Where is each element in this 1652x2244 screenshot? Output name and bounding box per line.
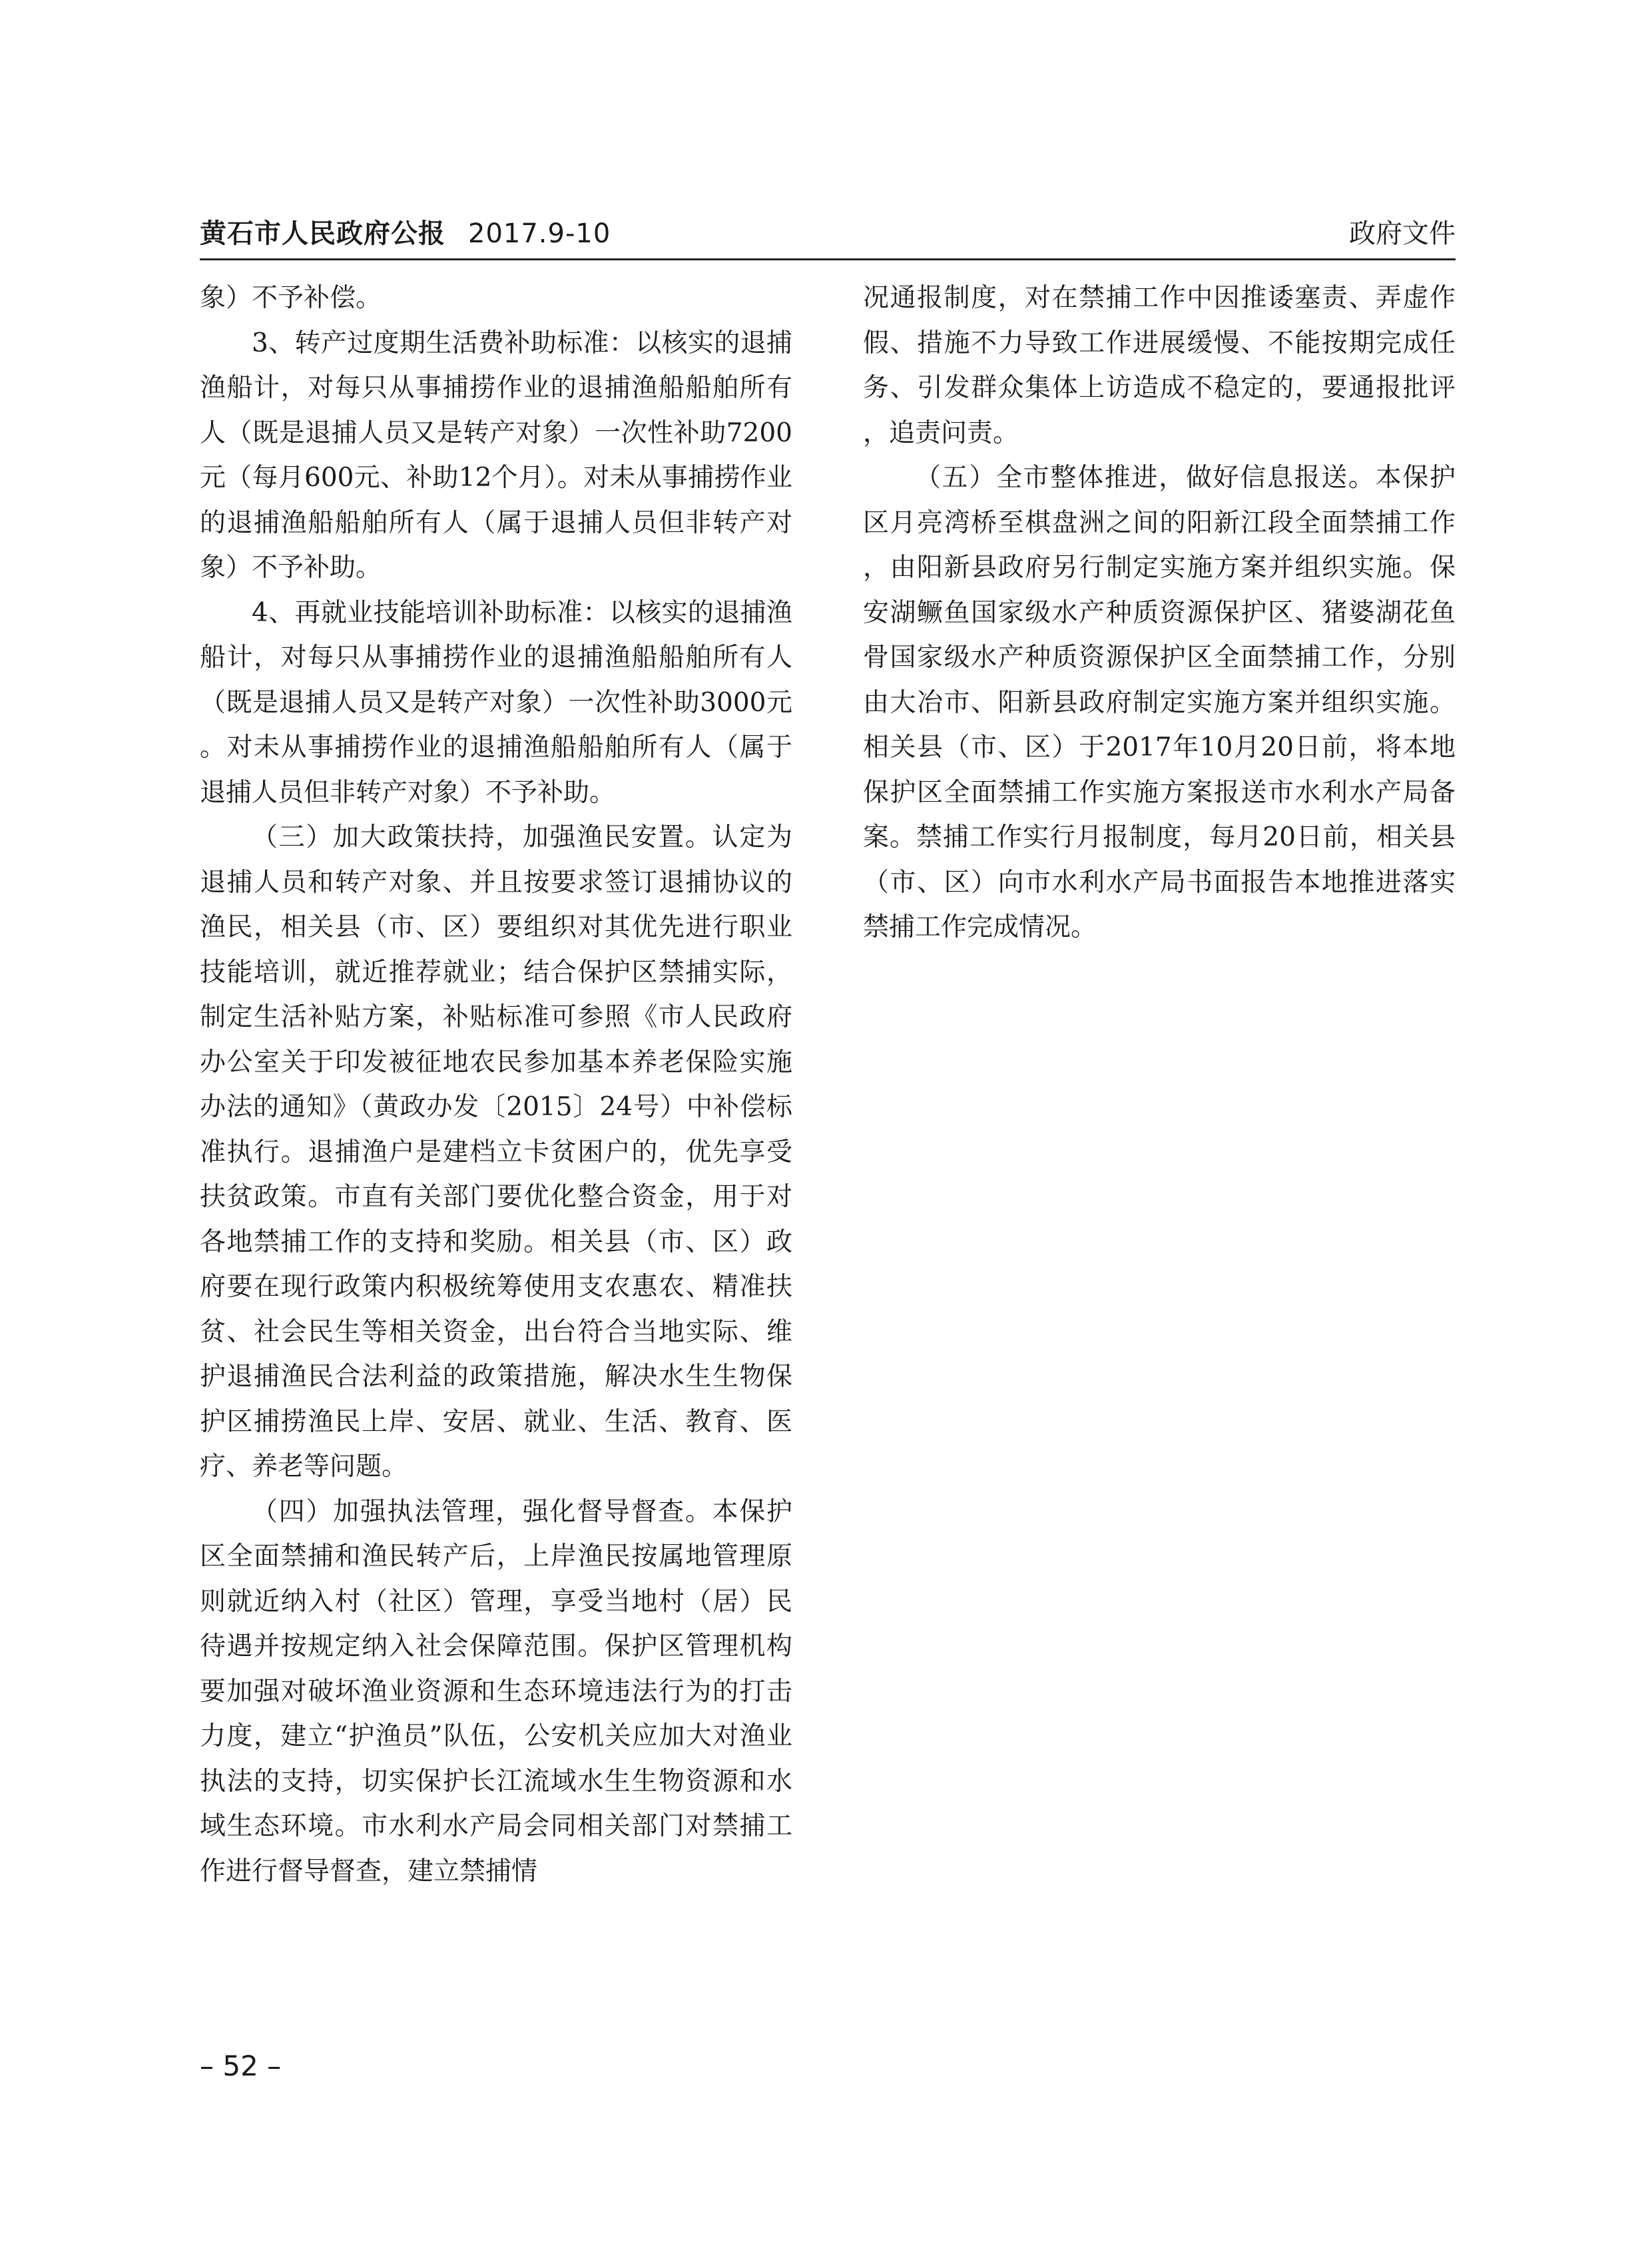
left-column bbox=[200, 276, 792, 1894]
paragraph-continuation-right: 况通报制度，对在禁捕工作中因推诿塞责、弄虚作假、措施不力导致工作进展缓慢、不能按期完成任务、引发群众集体上访造成不稳定的，要通报批评，追责问责。 bbox=[863, 283, 1456, 448]
paragraph-training-subsidy: 4、再就业技能培训补助标准：以核实的退捕渔船计，对每只从事捕捞作业的退捕渔船船舶所有人（既是退捕人员又是转产对象）一次性补助3000元。对未从事捕捞作业的退捕渔船船舶所有人（属于退捕人员但非转产对象）不予补助。 bbox=[200, 597, 792, 808]
right-column bbox=[863, 276, 1456, 950]
paragraph-policy-support: （三）加大政策扶持，加强渔民安置。认定为退捕人员和转产对象、并且按要求签订退捕协议的渔民，相关县（市、区）要组织对其优先进行职业技能培训，就近推荐就业；结合保护区禁捕实际，制定生活补贴方案，补贴标准可参照《市人民政府办公室关于印发被征地农民参加基本养老保险实施办法的通知》（黄政办发〔2015〕24号）中补偿标准执行。退捕渔户是建档立卡贫困户的，优先享受扶贫政策。市直有关部门要优化整合资金，用于对各地禁捕工作的支持和奖励。相关县（市、区）政府要在现行政策内积极统筹使用支农惠农、精准扶贫、社会民生等相关资金，出台符合当地实际、维护退捕渔民合法利益的政策措施，解决水生生物保护区捕捞渔民上岸、安居、就业、生活、教育、医疗、养老等问题。 bbox=[200, 822, 792, 1482]
paragraph-information-reporting: （五）全市整体推进，做好信息报送。本保护区月亮湾桥至棋盘洲之间的阳新江段全面禁捕工作，由阳新县政府另行制定实施方案并组织实施。保安湖鳜鱼国家级水产种质资源保护区、猪婆湖花鱼骨国家级水产种质资源保护区全面禁捕工作，分别由大冶市、阳新县政府制定实施方案并组织实施。相关县（市、区）于2017年10月20日前，将本地保护区全面禁捕工作实施方案报送市水利水产局备案。禁捕工作实行月报制度，每月20日前，相关县（市、区）向市水利水产局书面报告本地推进落实禁捕工作完成情况。 bbox=[863, 463, 1456, 942]
page-header bbox=[200, 214, 1456, 260]
paragraph-transition-subsidy: 3、转产过度期生活费补助标准：以核实的退捕渔船计，对每只从事捕捞作业的退捕渔船船舶所有人（既是退捕人员又是转产对象）一次性补助7200元（每月600元、补助12个月）。对未从事捕捞作业的退捕渔船船舶所有人（属于退捕人员但非转产对象）不予补助。 bbox=[200, 328, 792, 583]
publication-title: 黄石市人民政府公报 bbox=[200, 218, 445, 249]
paragraph-continuation: 象）不予补偿。 bbox=[200, 283, 382, 313]
section-label: 政府文件 bbox=[1349, 218, 1456, 249]
header-publication-block bbox=[200, 212, 611, 250]
paragraph-enforcement: （四）加强执法管理，强化督导督查。本保护区全面禁捕和渔民转产后，上岸渔民按属地管理原则就近纳入村（社区）管理，享受当地村（居）民待遇并按规定纳入社会保障范围。保护区管理机构要加强对破坏渔业资源和生态环境违法行为的打击力度，建立“护渔员”队伍，公安机关应加大对渔业执法的支持，切实保护长江流域水生生物资源和水域生态环境。市水利水产局会同相关部门对禁捕工作进行督导督查，建立禁捕情 bbox=[200, 1496, 792, 1886]
issue-number: 2017.9-10 bbox=[468, 218, 611, 249]
page-number: – 52 – bbox=[200, 2050, 282, 2082]
